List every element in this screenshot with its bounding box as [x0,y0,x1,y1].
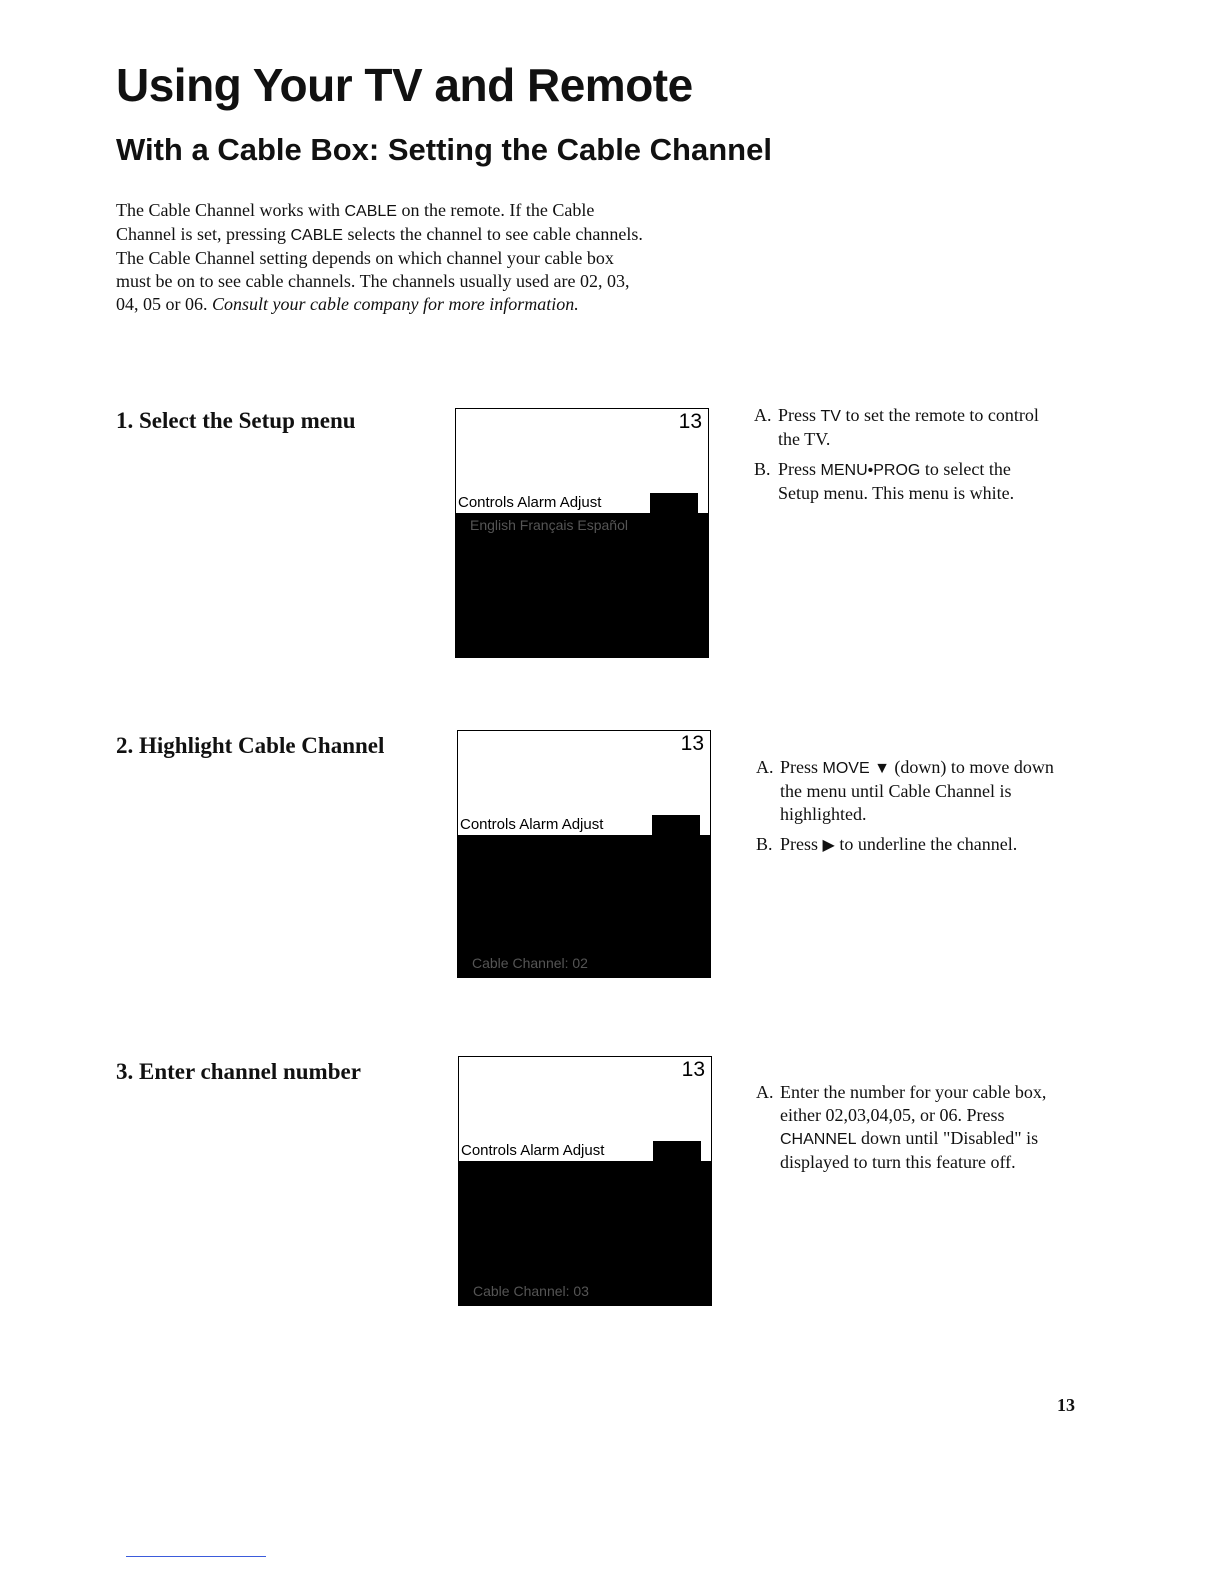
screen-submenu-text: English Français Español [470,517,628,533]
intro-paragraph: The Cable Channel works with CABLE on the remote. If the Cable Channel is set, pressing CABLE selects the channel to see cable channels. The Cable Channel setting depends on which channel your cable box must be on to see cable channels. The channels usually used are 02, 03, 04, 05 or 06. Consult your cable company for more information. [116,200,643,314]
menu-bar-label: Controls Alarm Adjust [458,494,602,511]
instruction-item: B. Press ▶ to underline the channel. [756,834,1018,854]
step-1-title: 1. Select the Setup menu [116,408,356,433]
instruction-item: A. Press TV to set the remote to control the TV. [754,405,1039,449]
channel-number: 13 [681,1058,705,1081]
step-3-tv-screen [458,1056,712,1306]
step-1-tv-screen [455,408,709,658]
menu-highlight [652,815,700,835]
step-3-instructions [756,1081,1056,1181]
step-3-title: 3. Enter channel number [116,1059,361,1084]
menu-bar-label: Controls Alarm Adjust [461,1142,605,1159]
menu-bar-label: Controls Alarm Adjust [460,816,604,833]
page-number: 13 [1057,1395,1075,1415]
step-2-instructions [756,756,1056,864]
page-subtitle: With a Cable Box: Setting the Cable Channel [116,132,772,167]
channel-number: 13 [680,732,704,755]
instruction-item: A. Press MOVE ▼ (down) to move down the menu until Cable Channel is highlighted. [756,757,1054,824]
footer-line [126,1556,266,1557]
step-1-instructions [754,404,1054,512]
screen-cable-channel-text: Cable Channel: 02 [472,955,588,971]
step-2-title: 2. Highlight Cable Channel [116,733,385,758]
page-title: Using Your TV and Remote [116,59,693,111]
menu-highlight [653,1141,701,1161]
screen-cable-channel-text: Cable Channel: 03 [473,1283,589,1299]
instruction-item: A. Enter the number for your cable box, either 02,03,04,05, or 06. Press CHANNEL down until "Disabled" is displayed to turn this feature off. [756,1082,1047,1172]
menu-highlight [650,493,698,513]
step-2-tv-screen [457,730,711,978]
channel-number: 13 [678,410,702,433]
instruction-item: B. Press MENU•PROG to select the Setup menu. This menu is white. [754,459,1015,503]
